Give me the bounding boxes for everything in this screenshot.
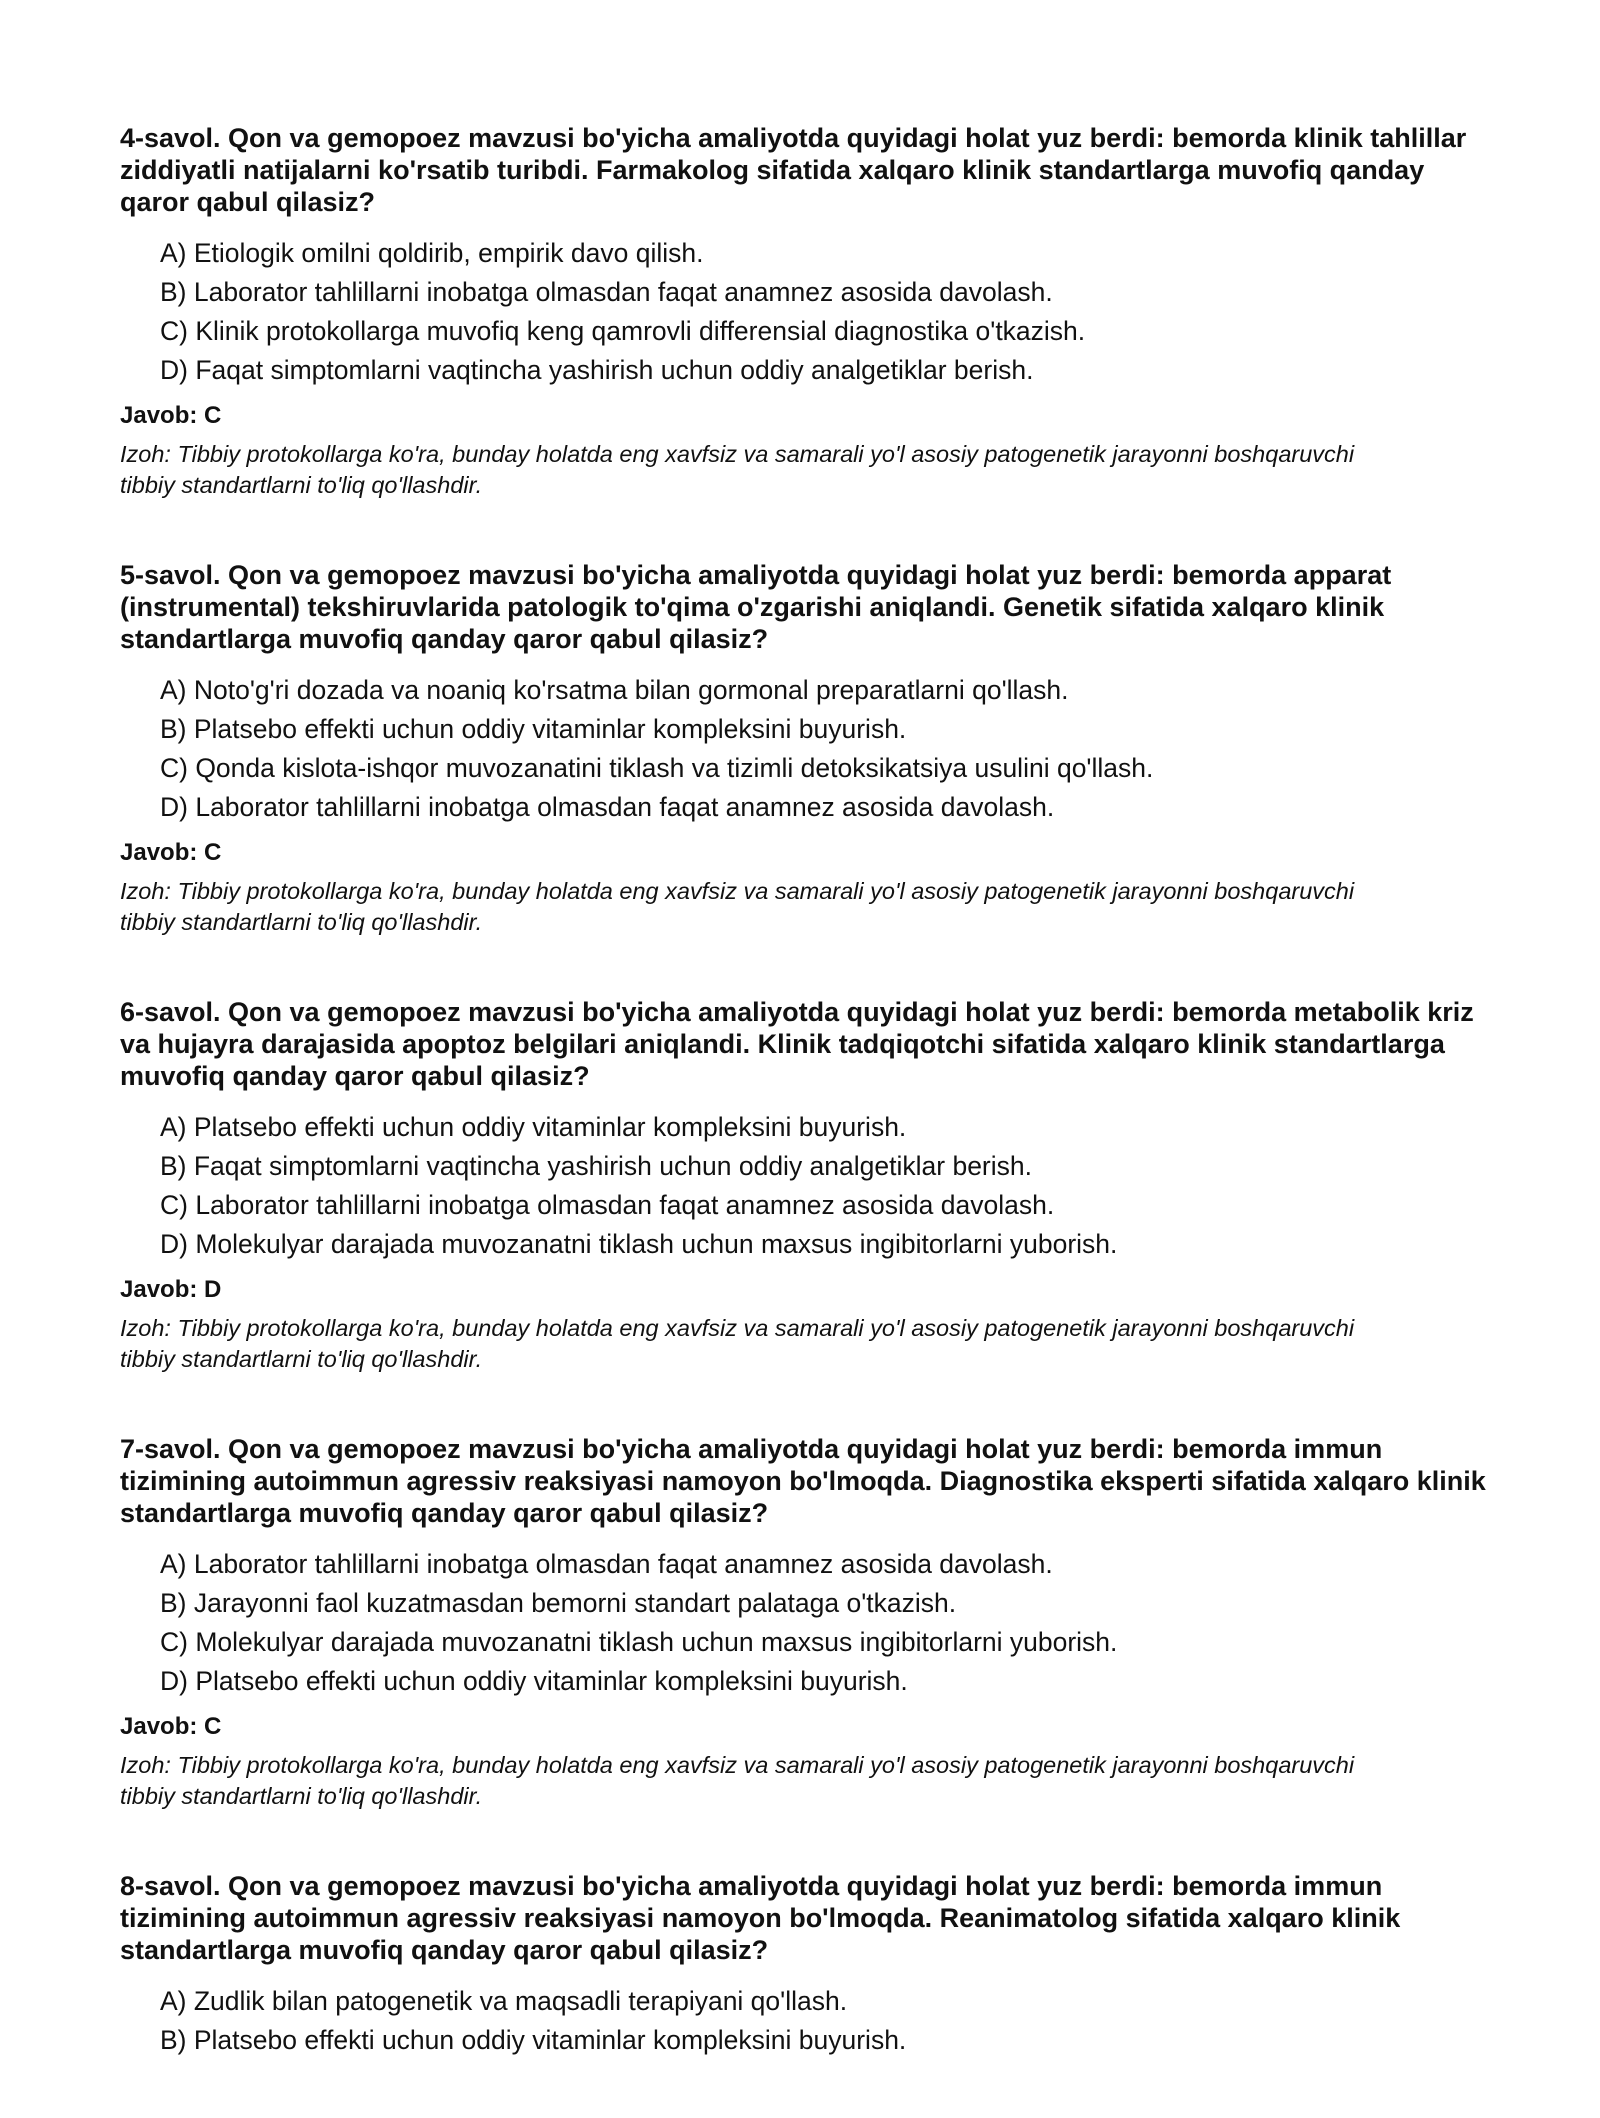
option-c: C) Laborator tahlillarni inobatga olmasdan faqat anamnez asosida davolash. — [160, 1190, 1055, 1220]
option-b: B) Laborator tahlillarni inobatga olmasdan faqat anamnez asosida davolash. — [160, 277, 1053, 307]
option-a: A) Platsebo effekti uchun oddiy vitaminlar kompleksini buyurish. — [160, 1112, 907, 1142]
option-d: D) Molekulyar darajada muvozanatni tiklash uchun maxsus ingibitorlarni yuborish. — [160, 1229, 1118, 1259]
option-a: A) Laborator tahlillarni inobatga olmasdan faqat anamnez asosida davolash. — [160, 1549, 1053, 1579]
options-list — [120, 1108, 1490, 1264]
option-a: A) Noto'g'ri dozada va noaniq ko'rsatma bilan gormonal preparatlarni qo'llash. — [160, 675, 1069, 705]
explanation-note: Izoh: Tibbiy protokollarga ko'ra, bunday holatda eng xavfsiz va samarali yo'l asosiy patogenetik jarayonni boshqaruvchi tibbiy standartlarni to'liq qo'llashdir. — [120, 1315, 1355, 1372]
question-title: 5-savol. Qon va gemopoez mavzusi bo'yicha amaliyotda quyidagi holat yuz berdi: bemorda apparat (instrumental) tekshiruvlarida patologik to'qima o'zgarishi aniqlandi. Genetik sifatida xalqaro klinik standartlarga muvofiq qanday qaror qabul qilasiz? — [120, 560, 1392, 654]
answer-label: Javob: C — [120, 402, 222, 429]
explanation-note: Izoh: Tibbiy protokollarga ko'ra, bunday holatda eng xavfsiz va samarali yo'l asosiy patogenetik jarayonni boshqaruvchi tibbiy standartlarni to'liq qo'llashdir. — [120, 1752, 1355, 1809]
option-c: C) Molekulyar darajada muvozanatni tiklash uchun maxsus ingibitorlarni yuborish. — [160, 1627, 1118, 1657]
option-b: B) Platsebo effekti uchun oddiy vitaminlar kompleksini buyurish. — [160, 2025, 907, 2055]
question-title: 7-savol. Qon va gemopoez mavzusi bo'yicha amaliyotda quyidagi holat yuz berdi: bemorda immun tizimining autoimmun agressiv reaksiyasi namoyon bo'lmoqda. Diagnostika eksperti sifatida xalqaro klinik standartlarga muvofiq qanday qaror qabul qilasiz? — [120, 1434, 1486, 1528]
option-b: B) Platsebo effekti uchun oddiy vitaminlar kompleksini buyurish. — [160, 714, 907, 744]
options-list — [120, 234, 1490, 390]
options-list — [120, 671, 1490, 827]
options-list — [120, 1545, 1490, 1701]
answer-label: Javob: C — [120, 839, 222, 866]
explanation-note: Izoh: Tibbiy protokollarga ko'ra, bunday holatda eng xavfsiz va samarali yo'l asosiy patogenetik jarayonni boshqaruvchi tibbiy standartlarni to'liq qo'llashdir. — [120, 878, 1355, 935]
option-d: D) Faqat simptomlarni vaqtincha yashirish uchun oddiy analgetiklar berish. — [160, 355, 1034, 385]
question-block-6 — [120, 996, 1490, 1375]
explanation-note: Izoh: Tibbiy protokollarga ko'ra, bunday holatda eng xavfsiz va samarali yo'l asosiy patogenetik jarayonni boshqaruvchi tibbiy standartlarni to'liq qo'llashdir. — [120, 441, 1355, 498]
question-block-4 — [120, 122, 1490, 501]
option-d: D) Platsebo effekti uchun oddiy vitaminlar kompleksini buyurish. — [160, 1666, 908, 1696]
question-block-5 — [120, 559, 1490, 938]
option-a: A) Zudlik bilan patogenetik va maqsadli terapiyani qo'llash. — [160, 1986, 848, 2016]
question-block-8 — [120, 1870, 1490, 2060]
answer-label: Javob: C — [120, 1713, 222, 1740]
question-title: 8-savol. Qon va gemopoez mavzusi bo'yicha amaliyotda quyidagi holat yuz berdi: bemorda immun tizimining autoimmun agressiv reaksiyasi namoyon bo'lmoqda. Reanimatolog sifatida xalqaro klinik standartlarga muvofiq qanday qaror qabul qilasiz? — [120, 1871, 1401, 1965]
question-block-7 — [120, 1433, 1490, 1812]
option-b: B) Jarayonni faol kuzatmasdan bemorni standart palataga o'tkazish. — [160, 1588, 957, 1618]
option-c: C) Klinik protokollarga muvofiq keng qamrovli differensial diagnostika o'tkazish. — [160, 316, 1086, 346]
option-c: C) Qonda kislota-ishqor muvozanatini tiklash va tizimli detoksikatsiya usulini qo'llash. — [160, 753, 1154, 783]
question-title: 6-savol. Qon va gemopoez mavzusi bo'yicha amaliyotda quyidagi holat yuz berdi: bemorda metabolik kriz va hujayra darajasida apoptoz belgilari aniqlandi. Klinik tadqiqotchi sifatida xalqaro klinik standartlarga muvofiq qanday qaror qabul qilasiz? — [120, 997, 1474, 1091]
options-list — [120, 1982, 1490, 2060]
answer-label: Javob: D — [120, 1276, 222, 1303]
option-a: A) Etiologik omilni qoldirib, empirik davo qilish. — [160, 238, 704, 268]
document-page — [120, 122, 1490, 2118]
question-title: 4-savol. Qon va gemopoez mavzusi bo'yicha amaliyotda quyidagi holat yuz berdi: bemorda klinik tahlillar ziddiyatli natijalarni ko'rsatib turibdi. Farmakolog sifatida xalqaro klinik standartlarga muvofiq qanday qaror qabul qilasiz? — [120, 123, 1467, 217]
option-b: B) Faqat simptomlarni vaqtincha yashirish uchun oddiy analgetiklar berish. — [160, 1151, 1032, 1181]
option-d: D) Laborator tahlillarni inobatga olmasdan faqat anamnez asosida davolash. — [160, 792, 1055, 822]
